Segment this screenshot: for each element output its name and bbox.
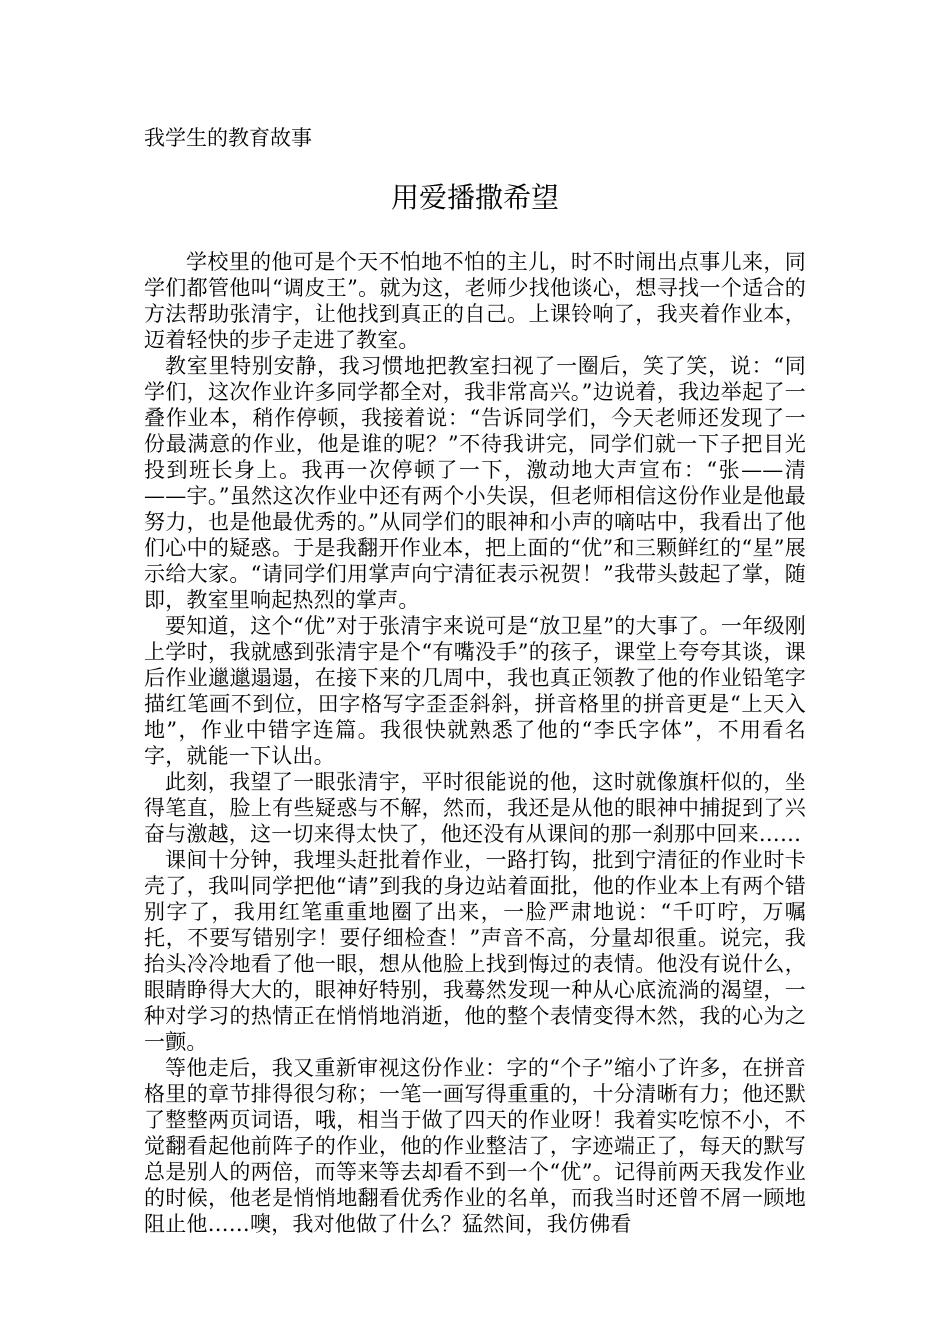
document-header: 我学生的教育故事 (144, 126, 312, 150)
document-title: 用爱播撒希望 (390, 181, 559, 214)
paragraph-3: 要知道，这个“优”对于张清宇来说可是“放卫星”的大事了。一年级刚上学时，我就感到张清宇是个“有嘴没手”的孩子，课堂上夸夸其谈，课后作业邋邋遢遢，在接下来的几周中，我也真正领教了他的作业铅笔字描红笔画不到位，田字格写字歪歪斜斜，拼音格里的拼音更是“上天入地”，作业中错字连篇。我很快就熟悉了他的“李氏字体”，不用看名字，就能一下认出。 (144, 614, 806, 768)
paragraph-4: 此刻，我望了一眼张清宇，平时很能说的他，这时就像旗杆似的，坐得笔直，脸上有些疑惑与不解，然而，我还是从他的眼神中捕捉到了兴奋与激越，这一切来得太快了，他还没有从课间的那一刹那中回来…… (144, 770, 806, 846)
document-body (144, 249, 806, 1237)
paragraph-2: 教室里特别安静，我习惯地把教室扫视了一圈后，笑了笑，说：“同学们，这次作业许多同学都全对，我非常高兴。”边说着，我边举起了一叠作业本，稍作停顿，我接着说：“告诉同学们，今天老师还发现了一份最满意的作业，他是谁的呢？”不待我讲完，同学们就一下子把目光投到班长身上。我再一次停顿了一下，激动地大声宣布：“张——清——宇。”虽然这次作业中还有两个小失误，但老师相信这份作业是他最努力，也是他最优秀的。”从同学们的眼神和小声的嘀咕中，我看出了他们心中的疑惑。于是我翻开作业本，把上面的“优”和三颗鲜红的“星”展示给大家。“请同学们用掌声向宁清征表示祝贺！”我带头鼓起了掌，随即，教室里响起热烈的掌声。 (144, 354, 806, 612)
paragraph-1: 学校里的他可是个天不怕地不怕的主儿，时不时闹出点事儿来，同学们都管他叫“调皮王”。就为这，老师少找他谈心，想寻找一个适合的方法帮助张清宇，让他找到真正的自己。上课铃响了，我夹着作业本，迈着轻快的步子走进了教室。 (144, 250, 806, 352)
paragraph-5: 课间十分钟，我埋头赶批着作业，一路打钩，批到宁清征的作业时卡壳了，我叫同学把他“请”到我的身边站着面批，他的作业本上有两个错别字了，我用红笔重重地圈了出来，一脸严肃地说：“千叮咛，万嘱托，不要写错别字！要仔细检查！”声音不高，分量却很重。说完，我抬头冷冷地看了他一眼，想从他脸上找到悔过的表情。他没有说什么，眼睛睁得大大的，眼神好特别，我蓦然发现一种从心底流淌的渴望，一种对学习的热情正在悄悄地消逝，他的整个表情变得木然，我的心为之一颤。 (144, 848, 806, 1054)
paragraph-6: 等他走后，我又重新审视这份作业：字的“个子”缩小了许多，在拼音格里的章节排得很匀称；一笔一画写得重重的，十分清晰有力；他还默了整整两页词语，哦，相当于做了四天的作业呀！我着实吃惊不小，不觉翻看起他前阵子的作业，他的作业整洁了，字迹端正了，每天的默写总是别人的两倍，而等来等去却看不到一个“优”。记得前两天我发作业的时候，他老是悄悄地翻看优秀作业的名单，而我当时还曾不屑一顾地阻止他……噢，我对他做了什么？猛然间，我仿佛看 (144, 1056, 806, 1236)
